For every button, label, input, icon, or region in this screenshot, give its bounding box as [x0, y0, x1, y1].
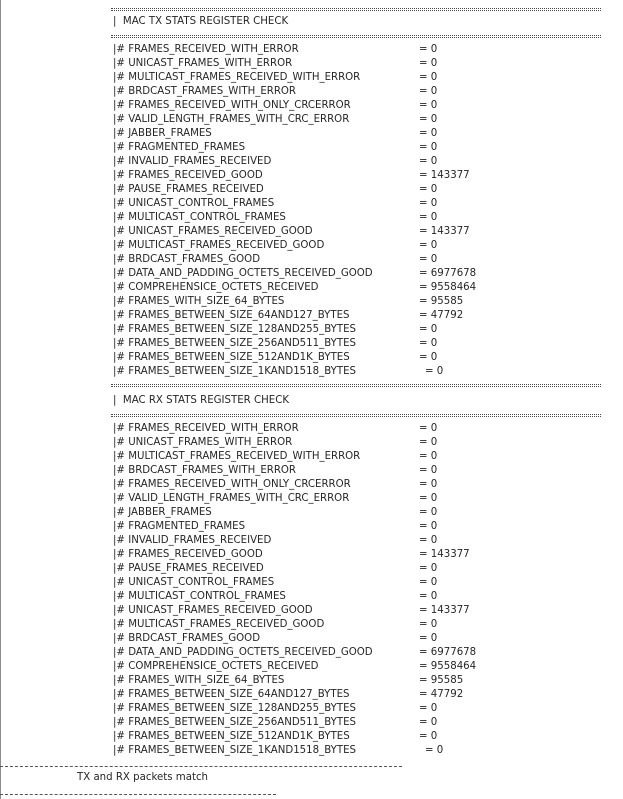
stat-row-label: |# COMPREHENSICE_OCTETS_RECEIVED [113, 661, 319, 672]
stat-row-value: = 0 [419, 465, 438, 476]
stat-row-value: = 0 [419, 156, 438, 167]
stat-row-label: |# MULTICAST_CONTROL_FRAMES [113, 591, 286, 602]
stat-row-value: = 6977678 [419, 268, 477, 279]
stat-row-label: |# FRAGMENTED_FRAMES [113, 142, 246, 153]
stat-row-value: = 0 [419, 563, 438, 574]
stat-row-value: = 0 [419, 240, 438, 251]
stat-row-label: |# MULTICAST_FRAMES_RECEIVED_GOOD [113, 240, 325, 251]
stat-row-value: = 95585 [419, 296, 464, 307]
stat-row-value: = 0 [419, 731, 438, 742]
stat-row-label: |# INVALID_FRAMES_RECEIVED [113, 535, 272, 546]
stat-row-value: = 0 [419, 591, 438, 602]
left-border [0, 0, 1, 799]
stat-row-value: = 0 [419, 198, 438, 209]
stat-row-label: |# DATA_AND_PADDING_OCTETS_RECEIVED_GOOD [113, 268, 373, 279]
stat-row-value: = 47792 [419, 689, 464, 700]
stat-row-value: = 0 [419, 535, 438, 546]
stat-row-label: |# FRAMES_BETWEEN_SIZE_64AND127_BYTES [113, 310, 350, 321]
stat-row-value: = 0 [419, 633, 438, 644]
stat-row-label: |# FRAMES_BETWEEN_SIZE_256AND511_BYTES [113, 338, 356, 349]
stat-row-value: = 0 [425, 366, 444, 377]
stat-row-value: = 143377 [419, 605, 470, 616]
stat-row-value: = 0 [419, 128, 438, 139]
stat-row-label: |# FRAMES_RECEIVED_WITH_ERROR [113, 44, 299, 55]
stat-row-value: = 0 [419, 254, 438, 265]
stat-row-label: |# DATA_AND_PADDING_OCTETS_RECEIVED_GOOD [113, 647, 373, 658]
stat-row-label: |# FRAMES_BETWEEN_SIZE_512AND1K_BYTES [113, 352, 350, 363]
stat-row-label: |# FRAMES_BETWEEN_SIZE_128AND255_BYTES [113, 324, 356, 335]
stat-row-label: |# FRAMES_RECEIVED_WITH_ONLY_CRCERROR [113, 100, 351, 111]
stat-row-value: = 143377 [419, 549, 470, 560]
stat-row-value: = 0 [419, 58, 438, 69]
stat-row-value: = 0 [419, 423, 438, 434]
tx-section-header: | MAC TX STATS REGISTER CHECK [113, 16, 289, 27]
stat-row-value: = 0 [419, 44, 438, 55]
stat-row-label: |# FRAMES_BETWEEN_SIZE_256AND511_BYTES [113, 717, 356, 728]
stat-row-label: |# INVALID_FRAMES_RECEIVED [113, 156, 272, 167]
stat-row-value: = 0 [419, 72, 438, 83]
stat-row-value: = 0 [419, 703, 438, 714]
separator-rule [111, 414, 601, 417]
stat-row-label: |# BRDCAST_FRAMES_WITH_ERROR [113, 465, 297, 476]
dashed-separator [0, 766, 402, 767]
stat-row-label: |# UNICAST_CONTROL_FRAMES [113, 198, 275, 209]
separator-rule [111, 8, 601, 11]
stat-row-value: = 0 [419, 212, 438, 223]
stat-row-label: |# MULTICAST_FRAMES_RECEIVED_WITH_ERROR [113, 451, 361, 462]
stat-row-label: |# FRAMES_BETWEEN_SIZE_1KAND1518_BYTES [113, 745, 356, 756]
stat-row-value: = 6977678 [419, 647, 477, 658]
stat-row-value: = 0 [419, 338, 438, 349]
stat-row-label: |# MULTICAST_FRAMES_RECEIVED_WITH_ERROR [113, 72, 361, 83]
stat-row-label: |# FRAMES_WITH_SIZE_64_BYTES [113, 296, 285, 307]
stat-row-label: |# PAUSE_FRAMES_RECEIVED [113, 563, 264, 574]
stat-row-label: |# JABBER_FRAMES [113, 507, 212, 518]
stat-row-value: = 143377 [419, 226, 470, 237]
stat-row-label: |# BRDCAST_FRAMES_WITH_ERROR [113, 86, 297, 97]
stat-row-value: = 0 [419, 142, 438, 153]
stat-row-label: |# PAUSE_FRAMES_RECEIVED [113, 184, 264, 195]
stat-row-value: = 0 [419, 521, 438, 532]
stat-row-label: |# FRAGMENTED_FRAMES [113, 521, 246, 532]
stat-row-label: |# FRAMES_RECEIVED_WITH_ONLY_CRCERROR [113, 479, 351, 490]
stat-row-value: = 0 [419, 451, 438, 462]
stat-row-value: = 0 [419, 717, 438, 728]
stat-row-label: |# FRAMES_BETWEEN_SIZE_64AND127_BYTES [113, 689, 350, 700]
result-message: TX and RX packets match [77, 772, 209, 783]
stat-row-value: = 0 [425, 745, 444, 756]
stat-row-value: = 0 [419, 114, 438, 125]
stat-row-label: |# UNICAST_FRAMES_WITH_ERROR [113, 437, 293, 448]
separator-rule [111, 384, 601, 387]
stat-row-value: = 95585 [419, 675, 464, 686]
stat-row-label: |# MULTICAST_FRAMES_RECEIVED_GOOD [113, 619, 325, 630]
stat-row-label: |# FRAMES_RECEIVED_GOOD [113, 549, 263, 560]
stat-row-label: |# FRAMES_RECEIVED_WITH_ERROR [113, 423, 299, 434]
stat-row-label: |# VALID_LENGTH_FRAMES_WITH_CRC_ERROR [113, 493, 350, 504]
stat-row-value: = 0 [419, 507, 438, 518]
stat-row-label: |# UNICAST_FRAMES_RECEIVED_GOOD [113, 605, 313, 616]
stat-row-value: = 0 [419, 437, 438, 448]
stat-row-label: |# BRDCAST_FRAMES_GOOD [113, 254, 261, 265]
stat-row-label: |# BRDCAST_FRAMES_GOOD [113, 633, 261, 644]
stat-row-label: |# FRAMES_BETWEEN_SIZE_1KAND1518_BYTES [113, 366, 356, 377]
stat-row-label: |# JABBER_FRAMES [113, 128, 212, 139]
stat-row-label: |# VALID_LENGTH_FRAMES_WITH_CRC_ERROR [113, 114, 350, 125]
stat-row-label: |# UNICAST_FRAMES_RECEIVED_GOOD [113, 226, 313, 237]
stat-row-value: = 0 [419, 184, 438, 195]
stat-row-value: = 143377 [419, 170, 470, 181]
stat-row-label: |# UNICAST_CONTROL_FRAMES [113, 577, 275, 588]
stat-row-label: |# FRAMES_RECEIVED_GOOD [113, 170, 263, 181]
stat-row-label: |# UNICAST_FRAMES_WITH_ERROR [113, 58, 293, 69]
separator-rule [111, 35, 601, 38]
stat-row-value: = 0 [419, 619, 438, 630]
stat-row-value: = 0 [419, 324, 438, 335]
stat-row-value: = 0 [419, 493, 438, 504]
stat-row-label: |# FRAMES_WITH_SIZE_64_BYTES [113, 675, 285, 686]
stat-row-value: = 9558464 [419, 661, 477, 672]
stat-row-value: = 0 [419, 577, 438, 588]
stat-row-value: = 0 [419, 100, 438, 111]
stat-row-label: |# COMPREHENSICE_OCTETS_RECEIVED [113, 282, 319, 293]
rx-section-header: | MAC RX STATS REGISTER CHECK [113, 395, 290, 406]
stat-row-label: |# MULTICAST_CONTROL_FRAMES [113, 212, 286, 223]
stat-row-label: |# FRAMES_BETWEEN_SIZE_128AND255_BYTES [113, 703, 356, 714]
stat-row-value: = 0 [419, 479, 438, 490]
stat-row-value: = 47792 [419, 310, 464, 321]
stat-row-label: |# FRAMES_BETWEEN_SIZE_512AND1K_BYTES [113, 731, 350, 742]
dashed-separator [0, 794, 276, 795]
stat-row-value: = 0 [419, 352, 438, 363]
stat-row-value: = 9558464 [419, 282, 477, 293]
stat-row-value: = 0 [419, 86, 438, 97]
